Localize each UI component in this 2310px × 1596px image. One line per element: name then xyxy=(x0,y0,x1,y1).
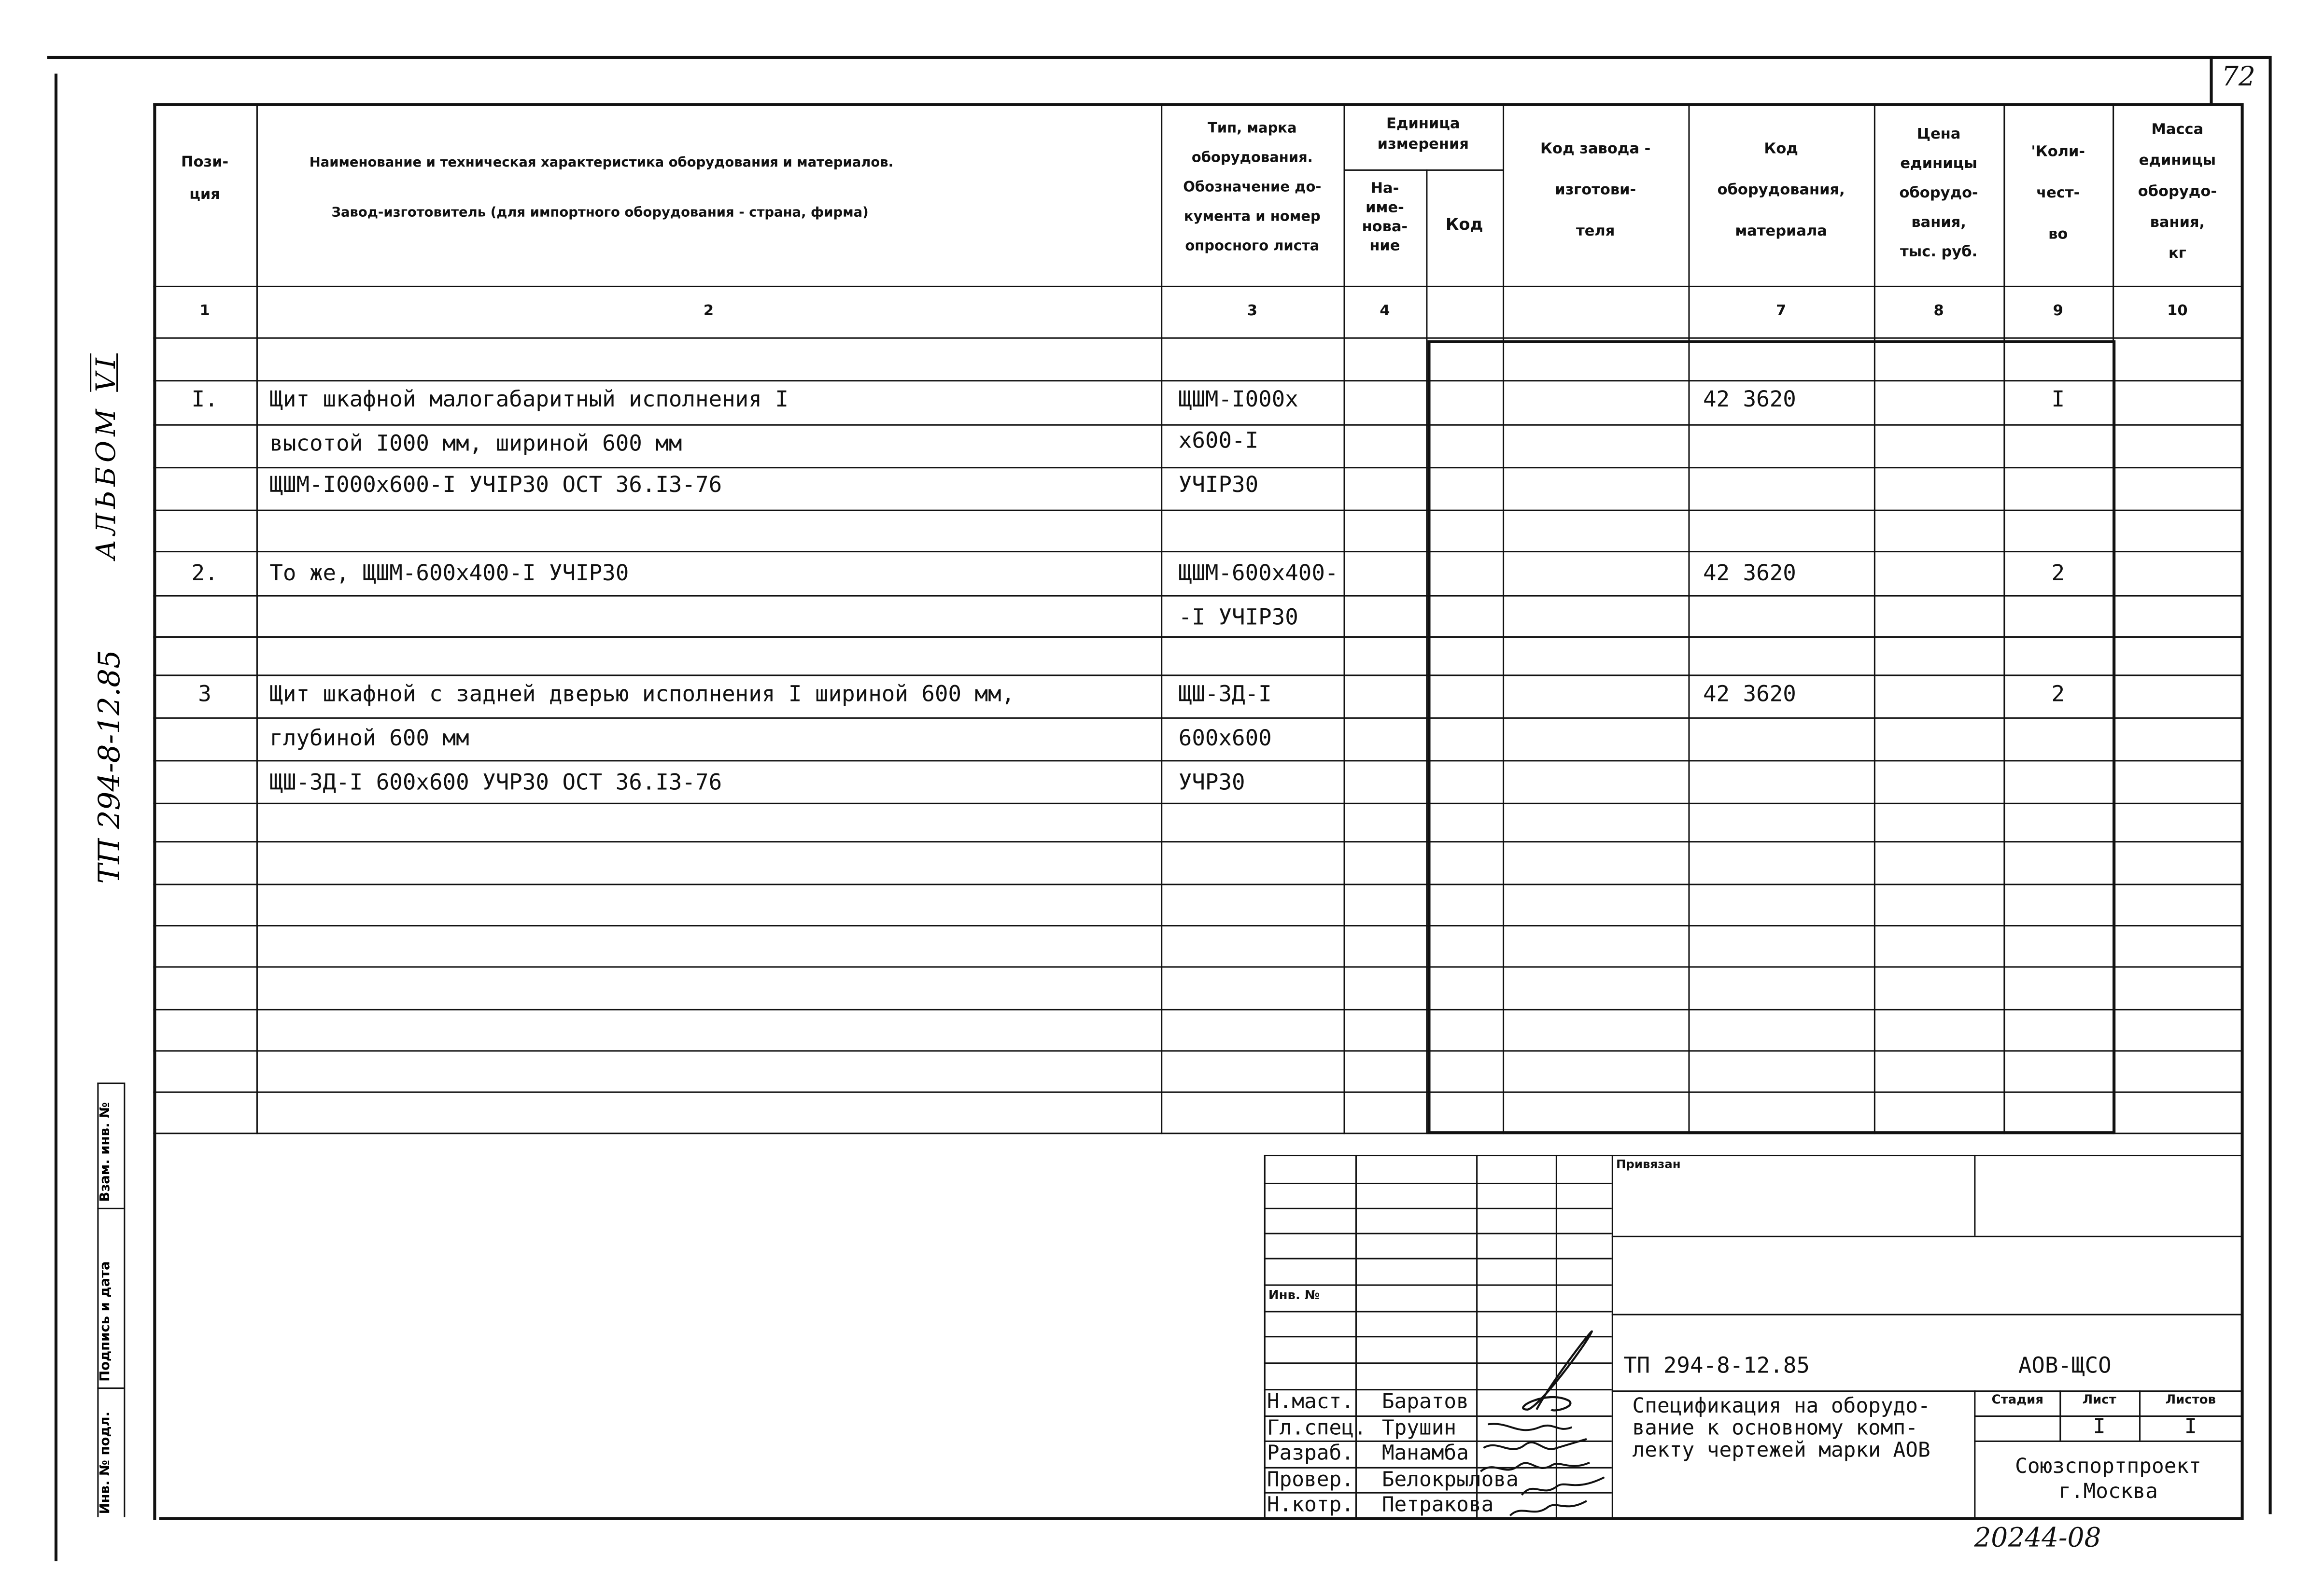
row-name: Щит шкафной малогабаритный исполнения I xyxy=(269,386,789,413)
table-top xyxy=(153,103,2242,106)
row-line xyxy=(153,595,2242,597)
tb-h xyxy=(1612,1236,2242,1238)
colnum-3: 3 xyxy=(1247,303,1257,320)
row-type: х600-I xyxy=(1178,427,1259,454)
signatures-image xyxy=(1466,1318,1620,1525)
tb-h xyxy=(1974,1441,2242,1442)
person-name: Трушин xyxy=(1381,1417,1457,1441)
page-number: 72 xyxy=(2221,62,2255,93)
colnum-7: 7 xyxy=(1776,303,1787,320)
row-line xyxy=(153,510,2242,511)
hdr-col2-line1: Наименование и техническая характеристика оборудования и материалов. xyxy=(309,156,894,171)
row-line xyxy=(153,966,2242,967)
role-label: Разраб. xyxy=(1267,1442,1354,1466)
row-code: 42 3620 xyxy=(1703,560,1796,587)
hdr-col5: Код xyxy=(1445,215,1483,235)
row-line xyxy=(153,380,2242,381)
sheets-label: Листов xyxy=(2165,1393,2216,1408)
frame-left-line xyxy=(55,74,57,1562)
inv-label: Инв. № xyxy=(1268,1288,1320,1304)
stamp-col-right xyxy=(124,1082,126,1517)
tb-top xyxy=(1264,1155,2242,1157)
row-pos: I. xyxy=(191,386,218,413)
stage-label: Стадия xyxy=(1991,1393,2044,1408)
role-label: Гл.спец. xyxy=(1267,1417,1366,1441)
sheet-label: Лист xyxy=(2082,1393,2116,1408)
hdr-unit-group: Единица измерения xyxy=(1377,116,1469,154)
row-line xyxy=(153,1009,2242,1010)
person-name: Белокрылова xyxy=(1381,1468,1519,1492)
row-qty: I xyxy=(2051,386,2065,413)
row-type: 600х600 xyxy=(1178,725,1272,752)
frame-top-line xyxy=(47,56,2269,58)
hdr-col10: Масса единицы оборудо- вания, кг xyxy=(2138,122,2217,263)
row-type: ЩШМ-600х400- xyxy=(1178,560,1338,587)
colnum-4: 4 xyxy=(1380,303,1390,320)
doc-mark: АОВ-ЩСО xyxy=(2018,1352,2112,1379)
row-name: ЩШМ-I000х600-I УЧIР30 ОСТ 36.I3-76 xyxy=(269,471,722,498)
colnum-1: 1 xyxy=(199,303,210,320)
frame-bottom-line xyxy=(159,1517,2241,1520)
row-line xyxy=(153,1050,2242,1051)
row-type: УЧIР30 xyxy=(1178,471,1259,498)
row-name: глубиной 600 мм xyxy=(269,725,469,752)
thick-frame xyxy=(1427,340,2115,1134)
hdr-col2-line2: Завод-изготовитель (для импортного оборудования - страна, фирма) xyxy=(331,206,869,221)
hdr-col4: На- име- нова- ние xyxy=(1362,181,1408,255)
colnum-2: 2 xyxy=(703,303,714,320)
row-line xyxy=(153,717,2242,719)
row-type: ЩШ-ЗД-I xyxy=(1178,680,1272,707)
row-line xyxy=(153,424,2242,426)
stamp-vzam-inv: Взам. инв. № xyxy=(99,1102,113,1202)
number-row-bottom xyxy=(153,337,2242,339)
colnum-8: 8 xyxy=(1933,303,1944,320)
row-type: УЧР30 xyxy=(1178,769,1245,796)
row-name: Щит шкафной с задней дверью исполнения I шириной 600 мм, xyxy=(269,680,1015,707)
sheet-value: I xyxy=(2093,1415,2106,1439)
tb-h xyxy=(1264,1258,1612,1260)
stamp-signature-date: Подпись и дата xyxy=(99,1261,113,1382)
tb-h xyxy=(1612,1314,2242,1316)
person-name: Баратов xyxy=(1381,1390,1469,1414)
privyazan-label: Привязан xyxy=(1616,1158,1681,1171)
row-line xyxy=(153,1092,2242,1093)
row-line xyxy=(153,841,2242,842)
col-div-3 xyxy=(1344,103,1346,1134)
stamp-line xyxy=(97,1387,124,1389)
unit-group-divider xyxy=(1344,169,1503,171)
row-code: 42 3620 xyxy=(1703,680,1796,707)
row-qty: 2 xyxy=(2051,680,2065,707)
doc-code: ТП 294-8-12.85 xyxy=(1623,1352,1810,1379)
row-line xyxy=(153,551,2242,552)
hdr-col7: Код оборудования, материала xyxy=(1717,141,1845,240)
row-line xyxy=(153,674,2242,676)
hdr-col8: Цена единицы оборудо- вания, тыс. руб. xyxy=(1899,126,1978,261)
row-line xyxy=(153,884,2242,885)
tb-h xyxy=(1264,1183,1612,1184)
row-name: ЩШ-ЗД-I 600х600 УЧР30 ОСТ 36.I3-76 xyxy=(269,769,722,796)
row-qty: 2 xyxy=(2051,560,2065,587)
page-box-left xyxy=(2210,56,2212,103)
row-name: То же, ЩШМ-600х400-I УЧIР30 xyxy=(269,560,629,587)
tb-h xyxy=(1264,1284,1612,1286)
doc-title: Спецификация на оборудо- вание к основному комп- лекту чертежей марки АОВ xyxy=(1632,1395,1930,1463)
archive-number: 20244-08 xyxy=(1974,1523,2101,1554)
header-bottom xyxy=(153,286,2242,288)
person-name: Петракова xyxy=(1381,1493,1494,1517)
row-line xyxy=(153,925,2242,926)
col-div-1 xyxy=(256,103,258,1134)
row-line xyxy=(153,760,2242,761)
tb-v xyxy=(1974,1155,1976,1236)
colnum-9: 9 xyxy=(2053,303,2063,320)
row-type: -I УЧIР30 xyxy=(1178,603,1298,630)
stamp-inv-podl: Инв. № подл. xyxy=(99,1411,113,1514)
tb-h xyxy=(1264,1208,1612,1209)
side-album-label: АЛЬБОМ VI xyxy=(91,353,123,560)
hdr-col6: Код завода - изготови- теля xyxy=(1540,141,1651,240)
hdr-col3: Тип, марка оборудования. Обозначение до- кумента и номер опросного листа xyxy=(1183,121,1322,255)
tb-h xyxy=(1264,1233,1612,1234)
tb-h xyxy=(1264,1311,1612,1312)
row-type: ЩШМ-I000х xyxy=(1178,386,1298,413)
hdr-col9: 'Коли- чест- во xyxy=(2031,144,2085,243)
stamp-line xyxy=(97,1082,124,1084)
person-name: Манамба xyxy=(1381,1442,1469,1466)
sheets-value: I xyxy=(2184,1415,2197,1439)
row-line xyxy=(153,467,2242,468)
stamp-line xyxy=(97,1208,124,1210)
frame-right-line xyxy=(2269,56,2271,1514)
organization: Союзспортпроект г.Москва xyxy=(2015,1455,2201,1504)
hdr-col1: Пози- ция xyxy=(181,154,229,204)
role-label: Провер. xyxy=(1267,1468,1354,1492)
colnum-10: 10 xyxy=(2167,303,2188,320)
row-name: высотой I000 мм, шириной 600 мм xyxy=(269,430,682,457)
side-project-code: ТП 294-8-12.85 xyxy=(91,650,127,884)
row-pos: 3 xyxy=(198,680,211,707)
role-label: Н.котр. xyxy=(1267,1493,1354,1517)
role-label: Н.маст. xyxy=(1267,1390,1354,1414)
row-code: 42 3620 xyxy=(1703,386,1796,413)
row-pos: 2. xyxy=(191,560,218,587)
tb-h xyxy=(1612,1390,2242,1392)
row-line xyxy=(153,636,2242,638)
row-line xyxy=(153,803,2242,804)
